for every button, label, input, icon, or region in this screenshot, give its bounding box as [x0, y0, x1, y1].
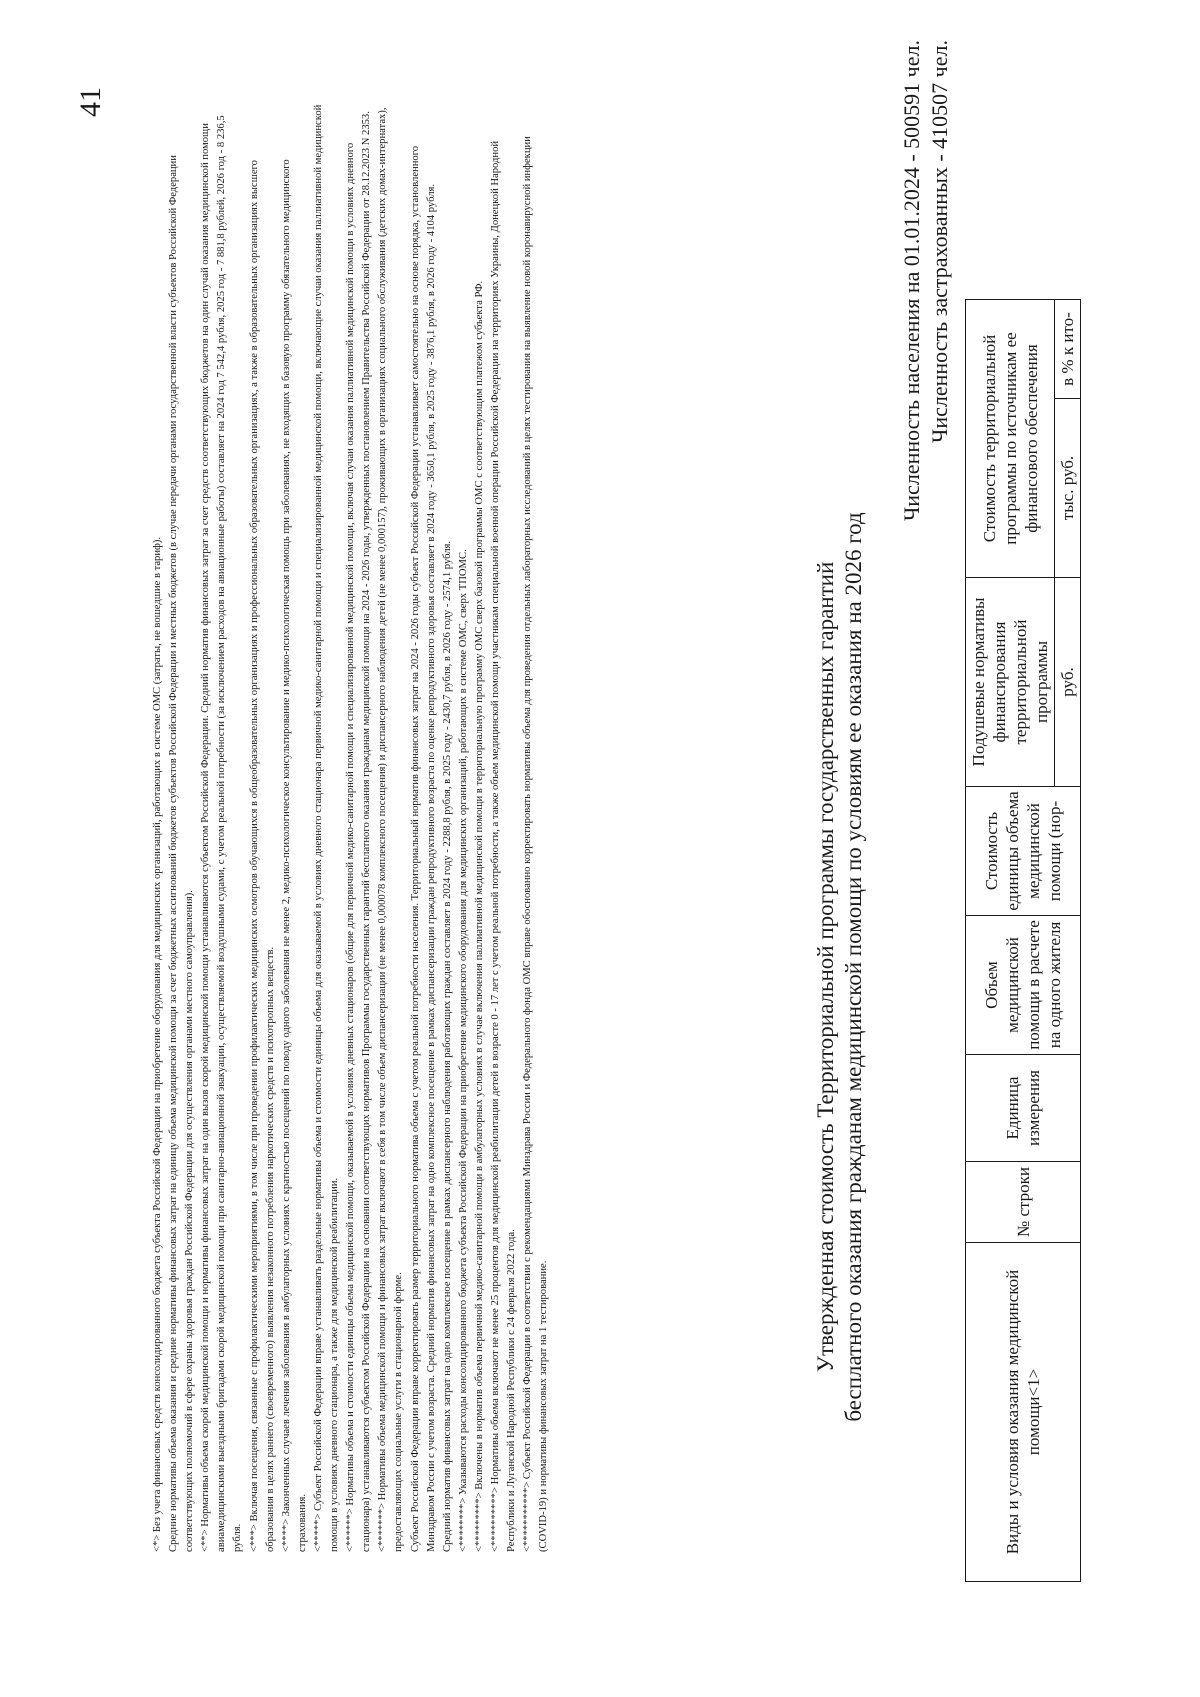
footnote: <*********> Включены в норматив объема первичной медико-санитарной помощи в амбулаторных условиях в случае включения паллиативной медицинской помощи в территориальную программу ОМС сверх базовой программы ОМС с соответствующим платежом субъекта РФ.	[473, 280, 485, 1552]
table-header-row	[966, 300, 1055, 1582]
header-per-capita: Подушевые нормативы финансирования территориальной программы	[966, 578, 1055, 787]
footnote: Средний норматив финансовых затрат на одно комплексное посещение в рамках диспансерного наблюдения работающих граждан составляет в 2024 году - 2288,8 рубля, в 2025 году - 2430,7 рубля, в 2026 году - 2574,1 рубля.	[441, 540, 453, 1552]
header-volume: Объем медицинской помощи в расчете на одного жителя	[966, 916, 1081, 1055]
footnote: <******> Нормативы объема и стоимости единицы объема медицинской помощи, оказываемой в условиях дневных стационаров (общие для первичной медико-санитарной помощи и специализированной медицинской помощи, включая случаи оказания паллиативной медицинской помощи в условиях дневного стационара) устанавливаются субъектом Российской Федерации на основании соответствующих нормативов Программы государственных гарантий бесплатного оказания гражданам медицинской помощи на 2024 - 2026 годы, утвержденных постановлением Правительства Российской Федерации от 28.12.2023 N 2353.	[345, 111, 373, 1552]
header-types: Виды и условия оказания медицинской помощи<1>	[966, 1243, 1081, 1582]
footnote: <****> Законченных случаев лечения заболевания в амбулаторных условиях с кратностью посещений по поводу одного заболевания не менее 2, медико-психологическое консультирование и медико-психологическая помощь при заболеваниях, не входящих в базовую программу обязательного медицинского страхования.	[280, 159, 308, 1552]
title-line-2: бесплатного оказания гражданам медицинской помощи по условиям ее оказания на 2026 год	[841, 512, 866, 1422]
footnote: <***> Включая посещения, связанные с профилактическими мероприятиями, в том числе при проведении профилактических медицинских осмотров обучающихся в общеобразовательных организациях и профессиональных образовательных организациях, а также в образовательных организациях высшего образования в целях раннего (своевременного) выявления незаконного потребления наркотических средств и психотропных веществ.	[248, 160, 276, 1552]
footnote: <********> Указываются расходы консолидированного бюджета субъекта Российской Федерации на приобретение медицинского оборудования для медицинских организаций, работающих в системе ОМС, сверх ТПОМС.	[457, 549, 469, 1552]
title-line-1: Утвержденная стоимость Территориальной программы государственных гарантий	[813, 561, 838, 1373]
footnote: <*> Без учета финансовых средств консолидированного бюджета субъекта Российской Федерации на приобретение оборудования для медицинских организаций, работающих в системе ОМС (затраты, не вошедшие в тариф).	[152, 536, 163, 1552]
footnote: <**********> Нормативы объема включают не менее 25 процентов для медицинской реабилитации детей в возрасте 0 - 17 лет с учетом реальной потребности, а также объем медицинской помощи участникам специальной военной операции Российской Федерации на территориях Украины, Донецкой Народной Республики и Луганской Народной Республики с 24 февраля 2022 года.	[489, 140, 518, 1552]
population-info	[898, 40, 954, 997]
footnote: <***********> Субъект Российской Федерации в соответствии с рекомендациями Минздрава России и Федерального фонда ОМС вправе обоснованно корректировать нормативы объема для проведения отдельных лабораторных исследований в целях тестирования на выявление новой коронавирусной инфекции (COVID-19) и нормативы финансовых затрат на 1 тестирование.	[522, 136, 550, 1552]
header-unit: Единица измерения	[966, 1055, 1081, 1162]
footnotes	[150, 102, 552, 1552]
insured-count: Численность застрахованных - 410507 чел.	[927, 40, 952, 443]
cost-table	[965, 299, 1081, 1582]
population-count: Численность населения на 01.01.2024 - 500591 чел.	[899, 40, 924, 522]
document-title	[812, 437, 868, 1497]
footnote: <*****> Субъект Российской Федерации вправе устанавливать раздельные нормативы объема и стоимости единицы объема для оказываемой в условиях дневного стационара первичной медико-санитарной помощи и специализированной медицинской помощи, включающие случаи оказания паллиативной медицинской помощи в условиях дневного стационара, а также для медицинской реабилитации.	[312, 104, 341, 1552]
header-cost-by-source: Стоимость территориальной программы по источникам ее финансового обеспечения	[966, 300, 1055, 578]
header-unit-cost: Стоимость единицы объема медицинской помощи (нор-	[966, 787, 1081, 916]
subheader-rub: руб.	[1055, 578, 1081, 787]
footnote: Субъект Российской Федерации вправе корректировать размер территориального норматива объема с учетом реальной потребности населения. Территориальный норматив финансовых затрат на 2024 - 2026 годы субъект Российской Федерации устанавливает самостоятельно на основе порядка, установленного Минздравом России с учетом возраста. Средний норматив финансовых затрат на одно комплексное посещение в рамках диспансеризации граждан репродуктивного возраста по оценке репродуктивного здоровья составляет в 2024 году - 3650,1 рубля, в 2025 году - 3876,1 рубля, в 2026 году - 4104 рубля.	[409, 145, 437, 1552]
subheader-percent: в % к ито-	[1055, 300, 1081, 399]
footnote: <**> Нормативы объема скорой медицинской помощи и нормативы финансовых затрат на один вызов скорой медицинской помощи устанавливаются субъектом Российской Федерации. Средний норматив финансовых затрат за счет средств соответствующих бюджетов на один случай оказания медицинской помощи авиамедицинскими выездными бригадами скорой медицинской помощи при санитарно-авиационной эвакуации, осуществляемой воздушными судами, с учетом реальной потребности (за исключением расходов на авиационные работы) составляет на 2024 год 7 542,4 рубля, 2025 год - 7 881,8 рублей, 2026 год - 8 236,5 рубля.	[200, 115, 244, 1552]
page-number: 41	[74, 87, 107, 117]
footnote: <*******> Нормативы объема медицинской помощи и финансовых затрат включают в себя в том числе объем диспансеризации (не менее 0,000078 комплексного посещения) и диспансерного наблюдения детей (не менее 0,000157), проживающих в организациях социального обслуживания (детских домах-интернатах), предоставляющих социальные услуги в стационарной форме.	[377, 107, 405, 1552]
header-row-number: № строки	[966, 1162, 1081, 1243]
subheader-thousand-rub: тыс. руб.	[1055, 399, 1081, 578]
footnote: Средние нормативы объема оказания и средние нормативы финансовых затрат на единицу объема медицинской помощи за счет бюджетных ассигнований бюджетов субъектов Российской Федерации и местных бюджетов (в случае передачи органами государственной власти субъектов Российской Федерации соответствующих полномочий в сфере охраны здоровья граждан Российской Федерации для осуществления органами местного самоуправления).	[168, 155, 196, 1552]
